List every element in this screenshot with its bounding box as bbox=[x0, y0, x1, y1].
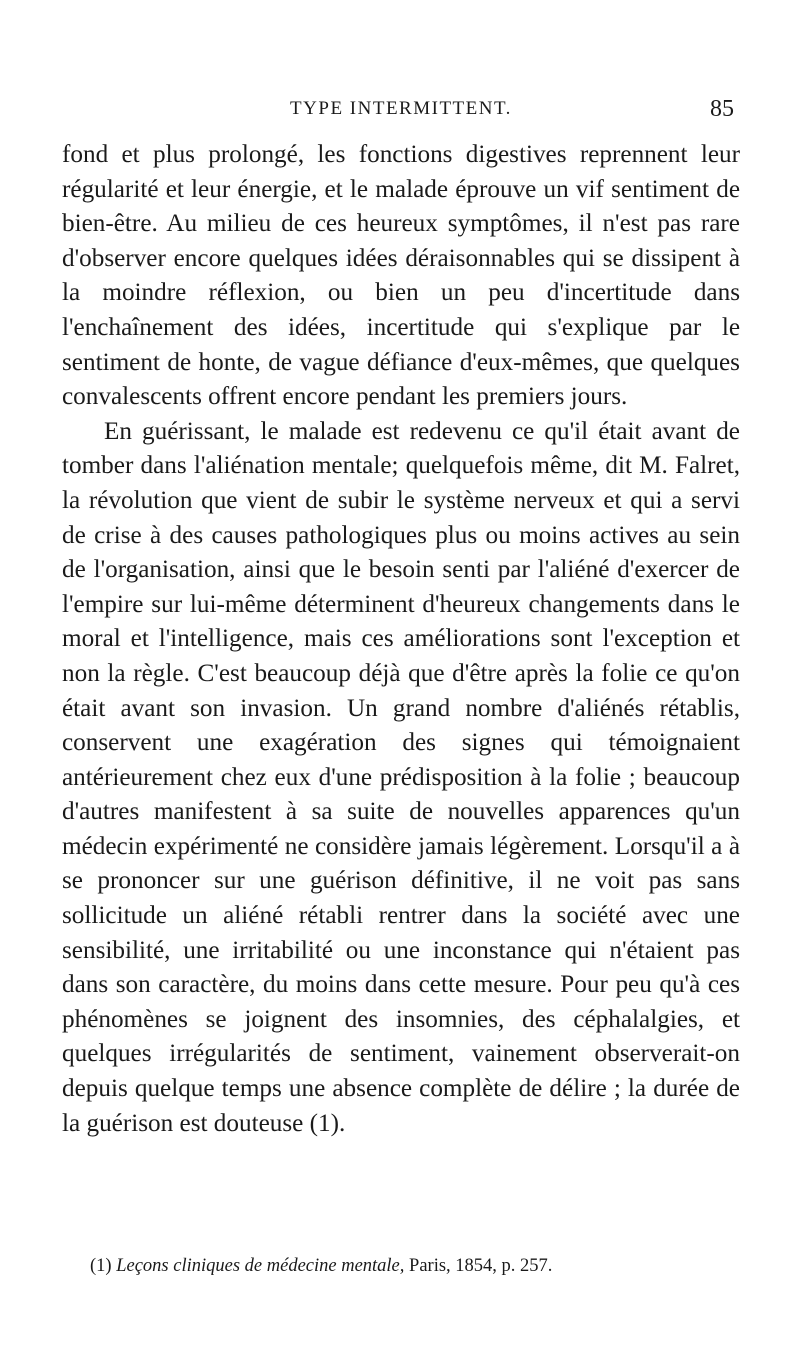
footnote-marker: (1) bbox=[90, 1256, 112, 1276]
footnote bbox=[90, 1254, 740, 1278]
paragraph: En guérissant, le malade est redevenu ce qu'il était avant de tomber dans l'aliénation mentale; quelquefois même, dit M. Falret, la révolution que vient de subir le système nerveux et qui a servi de crise à des causes pathologiques plus ou moins actives au sein de l'organisation, ainsi que le besoin senti par l'aliéné d'exercer de l'empire sur lui-même déterminent d'heureux changements dans le moral et l'intelligence, mais ces améliorations sont l'exception et non la règle. C'est beaucoup déjà que d'être après la folie ce qu'on était avant son invasion. Un grand nombre d'aliénés rétablis, conservent une exagération des signes qui témoignaient antérieurement chez eux d'une prédisposition à la folie ; beaucoup d'autres manifestent à sa suite de nouvelles apparences qu'un médecin expérimenté ne considère jamais légèrement. Lorsqu'il a à se prononcer sur une guérison définitive, il ne voit pas sans sollicitude un aliéné rétabli rentrer dans la société avec une sensibilité, une irritabilité ou une inconstance qui n'étaient pas dans son caractère, du moins dans cette mesure. Pour peu qu'à ces phénomènes se joignent des insomnies, des céphalalgies, et quelques irrégularités de sentiment, vainement observerait-on depuis quelque temps une absence complète de délire ; la durée de la guérison est douteuse (1). bbox=[62, 417, 740, 1137]
paragraph-continued: fond et plus prolongé, les fonctions digestives reprennent leur régularité et leur énergie, et le malade éprouve un vif sentiment de bien-être. Au milieu de ces heureux symptômes, il n'est pas rare d'observer encore quelques idées déraisonnables qui se dissipent à la moindre réflexion, ou bien un peu d'incertitude dans l'enchaînement des idées, incertitude qui s'explique par le sentiment de honte, de vague défiance d'eux-mêmes, que quelques convalescents offrent encore pendant les premiers jours. bbox=[62, 141, 740, 411]
footnote-title: Leçons cliniques de médecine mentale, bbox=[116, 1256, 405, 1276]
running-title: TYPE INTERMITTENT. bbox=[290, 98, 512, 119]
footnote-reference: Paris, 1854, p. 257. bbox=[409, 1256, 553, 1276]
running-head bbox=[62, 96, 740, 126]
body-text bbox=[62, 138, 740, 1141]
page-number: 85 bbox=[710, 96, 734, 122]
